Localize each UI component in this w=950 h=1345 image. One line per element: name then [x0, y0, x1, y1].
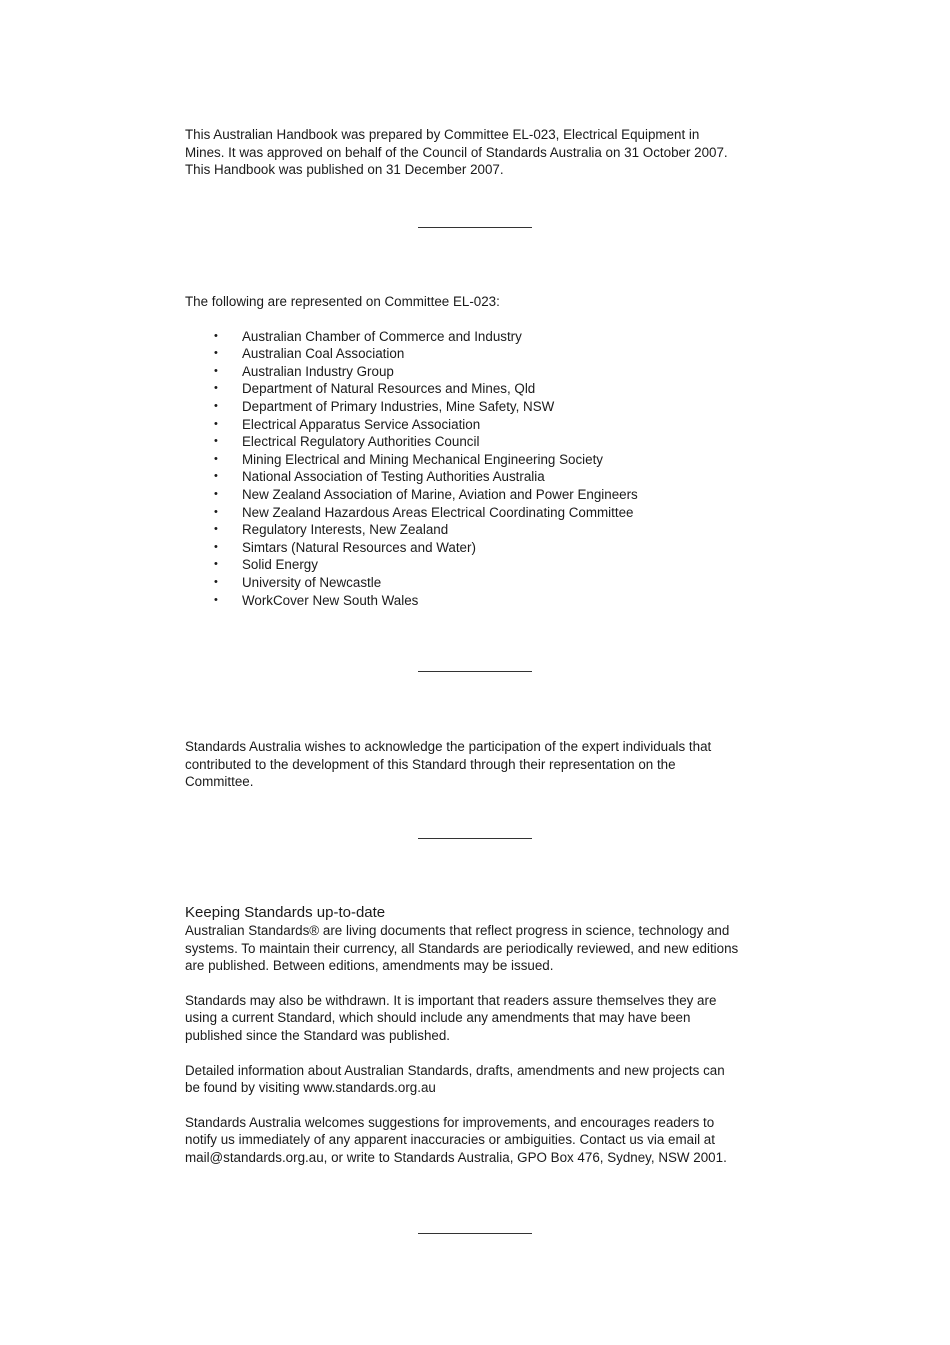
preparation-line: This Australian Handbook was prepared by Committee EL-023, Electrical Equipment in	[185, 127, 700, 142]
bullet-icon: •	[214, 487, 218, 500]
section-divider	[418, 227, 532, 228]
bullet-icon: •	[214, 347, 218, 360]
list-item: • National Association of Testing Authorities Australia	[214, 469, 545, 485]
list-item: • Regulatory Interests, New Zealand	[214, 522, 449, 538]
bullet-icon: •	[214, 329, 218, 342]
committee-member-list	[185, 328, 770, 610]
section-heading: Keeping Standards up-to-date	[185, 904, 386, 921]
list-item: • WorkCover New South Wales	[214, 592, 419, 608]
list-item: • Australian Coal Association	[214, 346, 405, 362]
bullet-icon: •	[214, 558, 218, 571]
bullet-icon: •	[214, 452, 218, 465]
list-item: • Simtars (Natural Resources and Water)	[214, 539, 476, 555]
committee-section	[185, 293, 770, 609]
preparation-line: This Handbook was published on 31 December 2007.	[185, 162, 504, 178]
acknowledgement-line: Committee.	[185, 774, 254, 790]
preparation-statement	[185, 126, 770, 179]
list-item: • New Zealand Association of Marine, Aviation and Power Engineers	[214, 486, 638, 502]
bullet-icon: •	[214, 575, 218, 588]
bullet-icon: •	[214, 364, 218, 377]
list-item: • Australian Industry Group	[214, 363, 394, 379]
section-divider	[418, 838, 532, 839]
paragraph: Australian Standards® are living documents that reflect progress in science, technology and systems. To maintain their currency, all Standards are periodically reviewed, and new editions are published. Between editions, amendments may be issued.	[185, 923, 739, 974]
bullet-icon: •	[214, 417, 218, 430]
section-divider	[418, 1233, 532, 1234]
acknowledgement-line: Standards Australia wishes to acknowledge the participation of the expert individuals that	[185, 739, 712, 754]
bullet-icon: •	[214, 505, 218, 518]
list-item: • Electrical Apparatus Service Association	[214, 416, 481, 432]
committee-intro: The following are represented on Committee EL-023:	[185, 294, 500, 309]
bullet-icon: •	[214, 399, 218, 412]
keeping-up-to-date-section	[185, 904, 770, 1167]
section-divider	[418, 671, 532, 672]
acknowledgement-section	[185, 738, 770, 791]
bullet-icon: •	[214, 435, 218, 448]
list-item: • New Zealand Hazardous Areas Electrical Coordinating Committee	[214, 504, 634, 520]
bullet-icon: •	[214, 523, 218, 536]
list-item: • Solid Energy	[214, 557, 318, 573]
paragraph: Standards Australia welcomes suggestions for improvements, and encourages readers to notify us immediately of any apparent inaccuracies or ambiguities. Contact us via email at mail@standards.org.au, or write to Standards Australia, GPO Box 476, Sydney, NSW 2001.	[185, 1114, 727, 1165]
bullet-icon: •	[214, 593, 218, 606]
preparation-line: Mines. It was approved on behalf of the Council of Standards Australia on 31 October 2007.	[185, 144, 728, 160]
bullet-icon: •	[214, 382, 218, 395]
list-item: • Department of Primary Industries, Mine Safety, NSW	[214, 398, 555, 414]
list-item: • Australian Chamber of Commerce and Industry	[214, 328, 522, 344]
bullet-icon: •	[214, 470, 218, 483]
list-item: • University of Newcastle	[214, 574, 382, 590]
paragraph: Detailed information about Australian Standards, drafts, amendments and new projects can be found by visiting www.standards.org.au	[185, 1062, 725, 1096]
acknowledgement-line: contributed to the development of this Standard through their representation on the	[185, 756, 676, 772]
list-item: • Department of Natural Resources and Mines, Qld	[214, 381, 536, 397]
bullet-icon: •	[214, 540, 218, 553]
list-item: • Electrical Regulatory Authorities Council	[214, 434, 480, 450]
list-item: • Mining Electrical and Mining Mechanical Engineering Society	[214, 451, 603, 467]
paragraph: Standards may also be withdrawn. It is important that readers assure themselves they are using a current Standard, which should include any amendments that may have been published since the Standard was published.	[185, 992, 717, 1043]
